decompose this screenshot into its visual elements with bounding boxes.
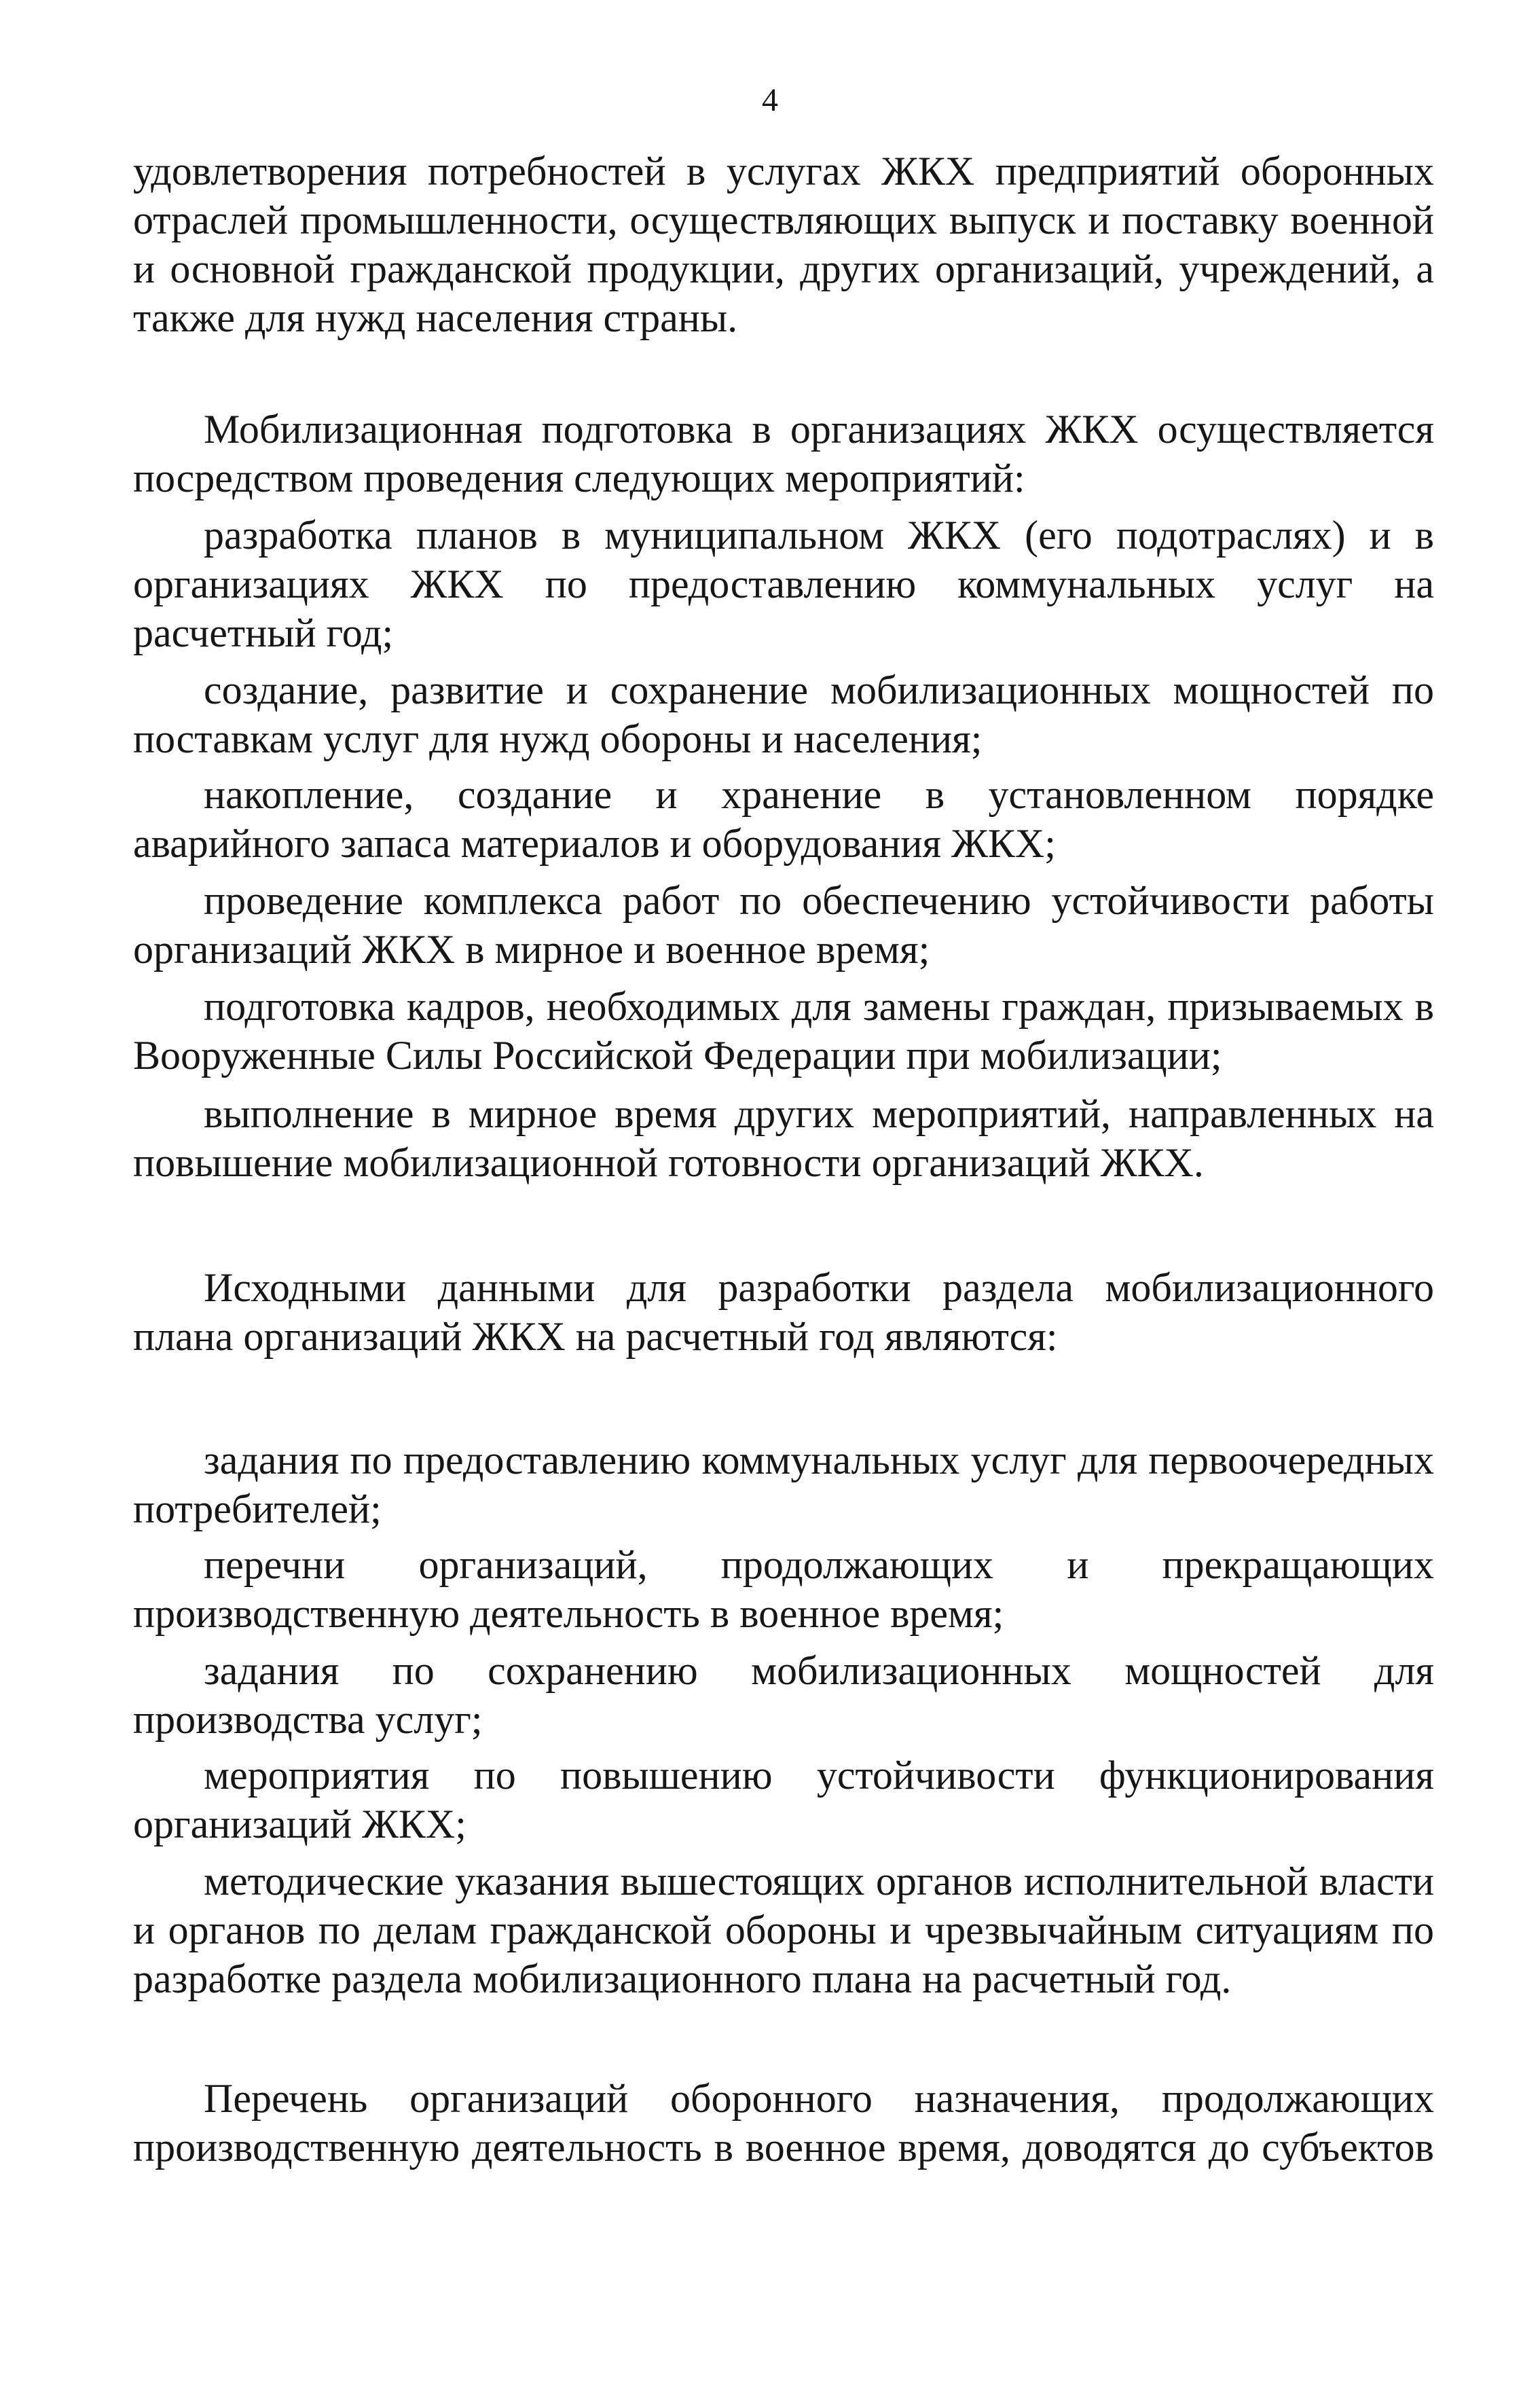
page-number: 4	[762, 82, 778, 118]
list-item-capacity-tasks: задания по сохранению мобилизационных мощностей для производства услуг;	[133, 1648, 1434, 1742]
list-item-methodical-guidelines: методические указания вышестоящих органов исполнительной власти и органов по делам гражданской обороны и чрезвычайным ситуациям по разработке раздела мобилизационного плана на расчетный год.	[133, 1859, 1434, 2001]
list-item-personnel-training: подготовка кадров, необходимых для замены граждан, призываемых в Вооруженные Силы Российской Федерации при мобилизации;	[133, 984, 1434, 1078]
list-item-stability-measures: мероприятия по повышению устойчивости функционирования организаций ЖКХ;	[133, 1753, 1434, 1846]
paragraph-defense-organizations: Перечень организаций оборонного назначения, продолжающих производственную деятельность в военное время, доводятся до субъектов	[133, 2076, 1434, 2170]
list-item-capacities: создание, развитие и сохранение мобилизационных мощностей по поставкам услуг для нужд обороны и населения;	[133, 668, 1434, 761]
list-item-organization-lists: перечни организаций, продолжающих и прекращающих производственную деятельность в военное время;	[133, 1542, 1434, 1636]
paragraph-initial-data: Исходными данными для разработки раздела мобилизационного плана организаций ЖКХ на расчетный год являются:	[133, 1265, 1434, 1359]
list-item-stability-works: проведение комплекса работ по обеспечению устойчивости работы организаций ЖКХ в мирное и военное время;	[133, 878, 1434, 972]
list-item-emergency-stock: накопление, создание и хранение в установленном порядке аварийного запаса материалов и оборудования ЖКХ;	[133, 772, 1434, 866]
paragraph-mobilization-preparation: Мобилизационная подготовка в организациях ЖКХ осуществляется посредством проведения следующих мероприятий:	[133, 407, 1434, 500]
list-item-service-tasks: задания по предоставлению коммунальных услуг для первоочередных потребителей;	[133, 1438, 1434, 1531]
paragraph-intro-continuation: удовлетворения потребностей в услугах ЖКХ предприятий оборонных отраслей промышленности, осуществляющих выпуск и поставку военной и основной гражданской продукции, других организаций, учреждений, а также для нужд населения страны.	[133, 149, 1434, 340]
list-item-plans-development: разработка планов в муниципальном ЖКХ (его подотраслях) и в организациях ЖКХ по предоставлению коммунальных услуг на расчетный год;	[133, 513, 1434, 655]
list-item-other-measures: выполнение в мирное время других мероприятий, направленных на повышение мобилизационной готовности организаций ЖКХ.	[133, 1091, 1434, 1185]
